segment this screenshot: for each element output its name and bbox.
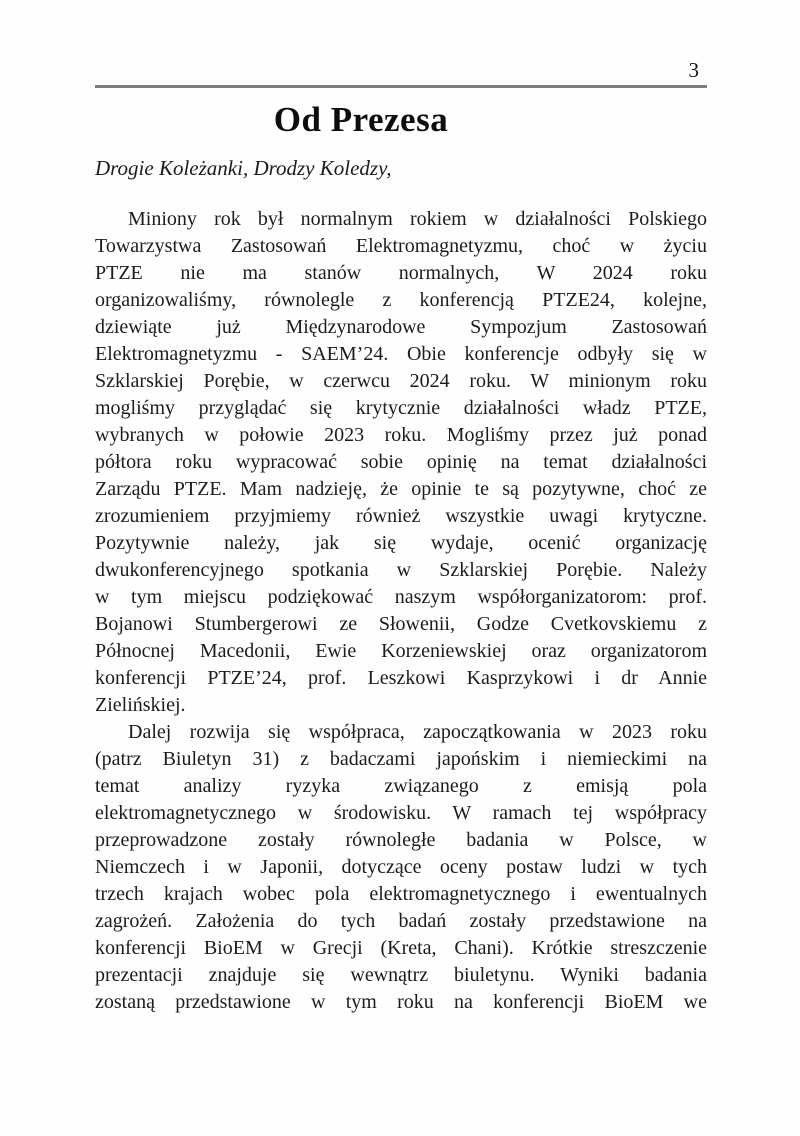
text-line: Pozytywnie należy, jak się wydaje, ocenić organizację [95, 532, 707, 554]
page-header-rule [95, 58, 707, 88]
text-line: Zarządu PTZE. Mam nadzieję, że opinie te są pozytywne, choć ze [95, 478, 707, 500]
paragraph [95, 206, 707, 719]
text-line: w tym miejscu podziękować naszym współorganizatorom: prof. [95, 586, 707, 608]
text-line: Elektromagnetyzmu - SAEM’24. Obie konferencje odbyły się w [95, 343, 707, 365]
text-line: Niemczech i w Japonii, dotyczące oceny postaw ludzi w tych [95, 856, 707, 878]
text-line: prezentacji znajduje się wewnątrz biuletynu. Wyniki badania [95, 964, 707, 986]
text-line: wybranych w połowie 2023 roku. Mogliśmy przez już ponad [95, 424, 707, 446]
text-line: Północnej Macedonii, Ewie Korzeniewskiej oraz organizatorom [95, 640, 707, 662]
greeting-line: Drogie Koleżanki, Drodzy Koledzy, [95, 156, 392, 180]
text-line: Dalej rozwija się współpraca, zapoczątkowania w 2023 roku [128, 721, 707, 743]
text-line: dwukonferencyjnego spotkania w Szklarskiej Porębie. Należy [95, 559, 707, 581]
text-line: (patrz Biuletyn 31) z badaczami japońskim i niemieckimi na [95, 748, 707, 770]
text-line: przeprowadzone zostały równoległe badania w Polsce, w [95, 829, 707, 851]
text-line: trzech krajach wobec pola elektromagnetycznego i ewentualnych [95, 883, 707, 905]
text-line: elektromagnetycznego w środowisku. W ramach tej współpracy [95, 802, 707, 824]
page-number: 3 [688, 58, 699, 82]
text-line: Szklarskiej Porębie, w czerwcu 2024 roku. W minionym roku [95, 370, 707, 392]
page-title: Od Prezesa [273, 100, 449, 139]
document-body [95, 206, 707, 1016]
text-line: zagrożeń. Założenia do tych badań zostały przedstawione na [95, 910, 707, 932]
text-line: temat analizy ryzyka związanego z emisją pola [95, 775, 707, 797]
text-line: PTZE nie ma stanów normalnych, W 2024 roku [95, 262, 707, 284]
text-line: zrozumieniem przyjmiemy również wszystkie uwagi krytyczne. [95, 505, 707, 527]
text-line: Towarzystwa Zastosowań Elektromagnetyzmu, choć w życiu [95, 235, 707, 257]
paragraph [95, 719, 707, 1016]
text-line: zostaną przedstawione w tym roku na konferencji BioEM we [95, 991, 707, 1013]
text-line: konferencji BioEM w Grecji (Kreta, Chani). Krótkie streszczenie [95, 937, 707, 959]
text-line: Miniony rok był normalnym rokiem w działalności Polskiego [128, 208, 707, 230]
text-line: organizowaliśmy, równolegle z konferencją PTZE24, kolejne, [95, 289, 707, 311]
text-line: półtora roku wypracować sobie opinię na temat działalności [95, 451, 707, 473]
text-line: Zielińskiej. [95, 694, 186, 716]
text-line: Bojanowi Stumbergerowi ze Słowenii, Godze Cvetkovskiemu z [95, 613, 707, 635]
text-line: mogliśmy przyglądać się krytycznie działalności władz PTZE, [95, 397, 707, 419]
text-line: konferencji PTZE’24, prof. Leszkowi Kasprzykowi i dr Annie [95, 667, 707, 689]
text-line: dziewiąte już Międzynarodowe Sympozjum Zastosowań [95, 316, 707, 338]
